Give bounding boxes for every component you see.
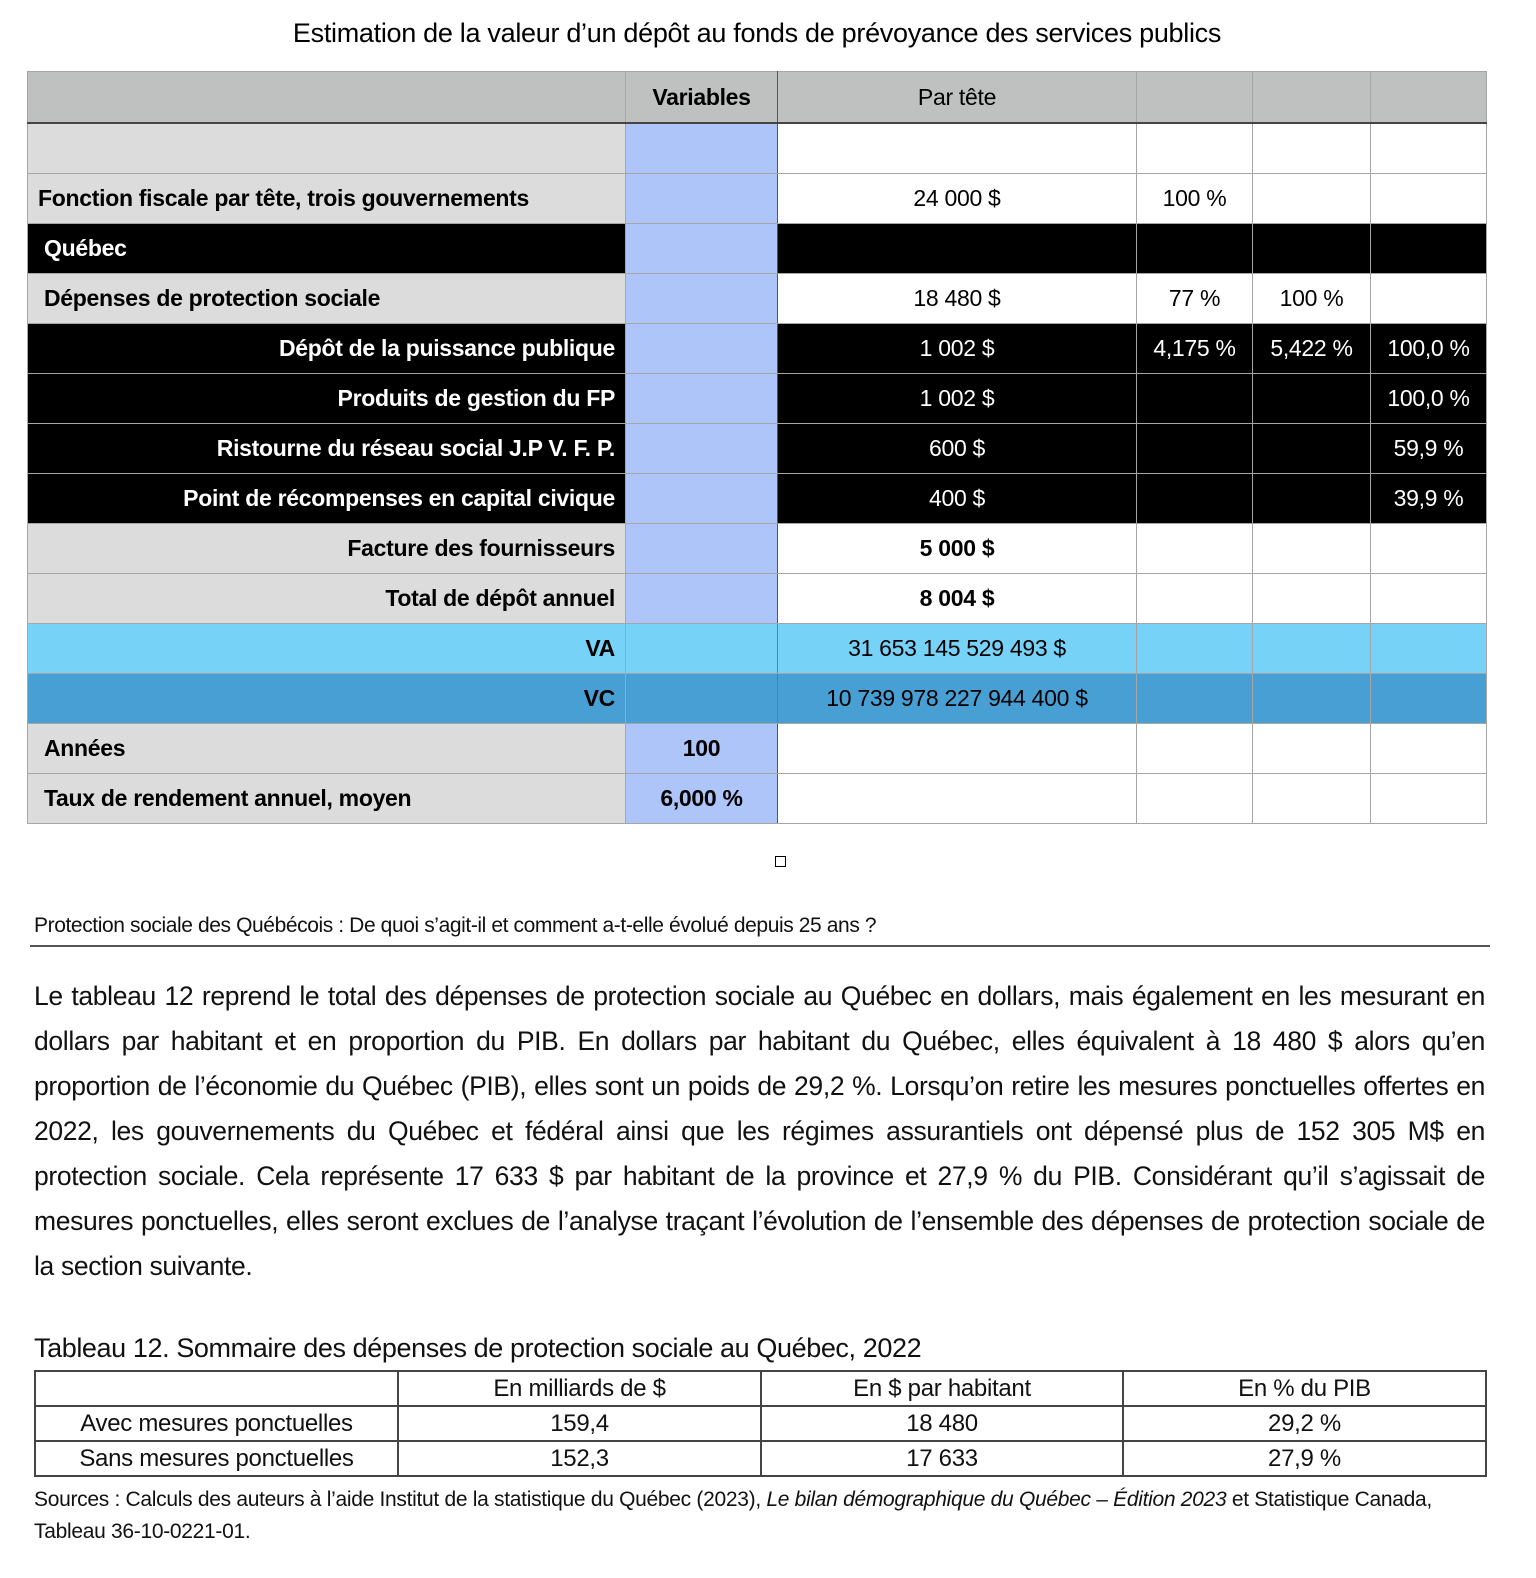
row-label: Dépenses de protection sociale (28, 274, 626, 324)
variable-cell[interactable] (626, 624, 778, 674)
pct-cell-1[interactable]: 100 % (1137, 174, 1253, 224)
pct-cell-3[interactable]: 100,0 % (1371, 324, 1487, 374)
pct-cell-3[interactable] (1371, 774, 1487, 824)
pct-cell-2[interactable] (1253, 424, 1371, 474)
row-label: VA (28, 624, 626, 674)
pct-cell-1[interactable] (1137, 774, 1253, 824)
value-cell[interactable]: 31 653 145 529 493 $ (778, 624, 1137, 674)
pct-cell-3[interactable] (1371, 274, 1487, 324)
pct-cell-2[interactable] (1253, 574, 1371, 624)
row-label: Fonction fiscale par tête, trois gouvernements (28, 174, 626, 224)
table-row (28, 474, 1487, 524)
variable-cell-rate[interactable]: 6,000 % (626, 774, 778, 824)
header-label-cell (28, 72, 626, 124)
sources-prefix: Sources : Calculs des auteurs à l’aide Institut de la statistique du Québec (2023), (34, 1488, 767, 1511)
row-label: Taux de rendement annuel, moyen (28, 774, 626, 824)
row-label: Facture des fournisseurs (28, 524, 626, 574)
value-cell[interactable] (778, 724, 1137, 774)
table-row (28, 724, 1487, 774)
variable-cell[interactable] (626, 524, 778, 574)
header-pct-3 (1371, 72, 1487, 124)
variable-cell-years[interactable]: 100 (626, 724, 778, 774)
table12-cell: 29,2 % (1123, 1406, 1486, 1441)
row-label: Années (28, 724, 626, 774)
table-row-va (28, 624, 1487, 674)
row-label: Québec (28, 224, 626, 274)
pct-cell-2[interactable]: 100 % (1253, 274, 1371, 324)
value-cell[interactable]: 18 480 $ (778, 274, 1137, 324)
value-cell[interactable]: 24 000 $ (778, 174, 1137, 224)
header-variables: Variables (626, 72, 778, 124)
pct-cell-1[interactable] (1137, 524, 1253, 574)
pct-cell-3[interactable] (1371, 724, 1487, 774)
header-par-tete: Par tête (778, 72, 1137, 124)
body-paragraph: Le tableau 12 reprend le total des dépenses de protection sociale au Québec en dollars, mais également en les mesurant en dollars par habitant et en proportion du PIB. En dollars par habitant du Québec, elles équivalent à 18 480 $ alors qu’en proportion de l’économie du Québec (PIB), elles sont un poids de 29,2 %. Lorsqu’on retire les mesures ponctuelles offertes en 2022, les gouvernements du Québec et fédéral ainsi que les régimes assurantiels ont dépensé plus de 152 305 M$ en protection sociale. Cela représente 17 633 $ par habitant de la province et 27,9 % du PIB. Considérant qu’il s’agissait de mesures ponctuelles, elles seront exclues de l’analyse traçant l’évolution de l’ensemble des dépenses de protection sociale de la section suivante. (34, 981, 1485, 1281)
pct-cell-3[interactable] (1371, 174, 1487, 224)
value-cell[interactable]: 1 002 $ (778, 374, 1137, 424)
row-label: Total de dépôt annuel (28, 574, 626, 624)
fund-estimation-table (27, 71, 1487, 824)
table12 (34, 1370, 1487, 1477)
row-label: Dépôt de la puissance publique (28, 324, 626, 374)
table12-header-cell: En $ par habitant (761, 1371, 1123, 1406)
table-row (28, 174, 1487, 224)
table12-caption: Tableau 12. Sommaire des dépenses de protection sociale au Québec, 2022 (34, 1333, 922, 1363)
table12-row-label: Avec mesures ponctuelles (35, 1406, 398, 1441)
table12-cell: 18 480 (761, 1406, 1123, 1441)
running-head: Protection sociale des Québécois : De quoi s’agit-il et comment a-t-elle évolué depuis 25 ans ? (34, 914, 877, 937)
pct-cell-3[interactable] (1371, 674, 1487, 724)
pct-cell-1[interactable] (1137, 474, 1253, 524)
pct-cell-3[interactable]: 59,9 % (1371, 424, 1487, 474)
row-label (28, 123, 626, 174)
header-pct-2 (1253, 72, 1371, 124)
table-row (28, 324, 1487, 374)
table-row-vc (28, 674, 1487, 724)
pct-cell-1[interactable] (1137, 424, 1253, 474)
page-title: Estimation de la valeur d’un dépôt au fonds de prévoyance des services publics (292, 18, 1222, 48)
pct-cell-1[interactable] (1137, 123, 1253, 174)
pct-cell-3[interactable]: 39,9 % (1371, 474, 1487, 524)
pct-cell-2[interactable] (1253, 774, 1371, 824)
value-cell[interactable] (778, 123, 1137, 174)
table12-cell: 27,9 % (1123, 1441, 1486, 1476)
sources-suffix: et Statistique Canada, Tableau 36-10-0221-01. (34, 1488, 1432, 1543)
header-rule (30, 945, 1490, 947)
pct-cell-1[interactable] (1137, 374, 1253, 424)
pct-cell-1[interactable]: 77 % (1137, 274, 1253, 324)
table12-header-cell (35, 1371, 398, 1406)
pct-cell-1[interactable] (1137, 674, 1253, 724)
table12-header-row (35, 1371, 1486, 1406)
table-header-row (28, 72, 1487, 124)
table-row (28, 524, 1487, 574)
table-row (28, 424, 1487, 474)
pct-cell-2[interactable] (1253, 123, 1371, 174)
pct-cell-2[interactable] (1253, 224, 1371, 274)
pct-cell-2[interactable] (1253, 374, 1371, 424)
header-pct-1 (1137, 72, 1253, 124)
pct-cell-3[interactable] (1371, 574, 1487, 624)
pct-cell-2[interactable] (1253, 524, 1371, 574)
variable-cell[interactable] (626, 474, 778, 524)
table-row (28, 274, 1487, 324)
row-label: VC (28, 674, 626, 724)
row-label: Point de récompenses en capital civique (28, 474, 626, 524)
table12-header-cell: En milliards de $ (398, 1371, 761, 1406)
pct-cell-3[interactable] (1371, 624, 1487, 674)
pct-cell-3[interactable] (1371, 524, 1487, 574)
variable-cell[interactable] (626, 123, 778, 174)
value-cell[interactable]: 600 $ (778, 424, 1137, 474)
table-row (28, 224, 1487, 274)
pct-cell-2[interactable] (1253, 474, 1371, 524)
table12-header-cell: En % du PIB (1123, 1371, 1486, 1406)
pct-cell-1[interactable] (1137, 724, 1253, 774)
sources-note (34, 1484, 1494, 1548)
table12-row-label: Sans mesures ponctuelles (35, 1441, 398, 1476)
value-cell[interactable] (778, 224, 1137, 274)
pct-cell-3[interactable] (1371, 123, 1487, 174)
pct-cell-2[interactable] (1253, 624, 1371, 674)
value-cell[interactable]: 1 002 $ (778, 324, 1137, 374)
variable-cell[interactable] (626, 424, 778, 474)
row-label: Ristourne du réseau social J.P V. F. P. (28, 424, 626, 474)
variable-cell[interactable] (626, 174, 778, 224)
pct-cell-3[interactable]: 100,0 % (1371, 374, 1487, 424)
pct-cell-1[interactable] (1137, 574, 1253, 624)
table12-row (35, 1441, 1486, 1476)
pct-cell-2[interactable] (1253, 174, 1371, 224)
pct-cell-1[interactable] (1137, 624, 1253, 674)
table12-cell: 17 633 (761, 1441, 1123, 1476)
pct-cell-2[interactable] (1253, 724, 1371, 774)
pct-cell-1[interactable]: 4,175 % (1137, 324, 1253, 374)
pct-cell-2[interactable] (1253, 674, 1371, 724)
table-row (28, 574, 1487, 624)
value-cell[interactable]: 5 000 $ (778, 524, 1137, 574)
variable-cell[interactable] (626, 574, 778, 624)
variable-cell[interactable] (626, 224, 778, 274)
placeholder-square-icon (775, 856, 786, 867)
row-label: Produits de gestion du FP (28, 374, 626, 424)
table-row (28, 774, 1487, 824)
table-row (28, 374, 1487, 424)
variable-cell[interactable] (626, 374, 778, 424)
value-cell[interactable]: 400 $ (778, 474, 1137, 524)
table12-cell: 152,3 (398, 1441, 761, 1476)
value-cell[interactable] (778, 774, 1137, 824)
table-row (28, 123, 1487, 174)
table12-row (35, 1406, 1486, 1441)
sources-italic-title: Le bilan démographique du Québec – Édition 2023 (766, 1488, 1227, 1511)
table12-cell: 159,4 (398, 1406, 761, 1441)
variable-cell[interactable] (626, 674, 778, 724)
value-cell[interactable]: 10 739 978 227 944 400 $ (778, 674, 1137, 724)
pct-cell-3[interactable] (1371, 224, 1487, 274)
variable-cell[interactable] (626, 274, 778, 324)
value-cell[interactable]: 8 004 $ (778, 574, 1137, 624)
pct-cell-1[interactable] (1137, 224, 1253, 274)
variable-cell[interactable] (626, 324, 778, 374)
pct-cell-2[interactable]: 5,422 % (1253, 324, 1371, 374)
